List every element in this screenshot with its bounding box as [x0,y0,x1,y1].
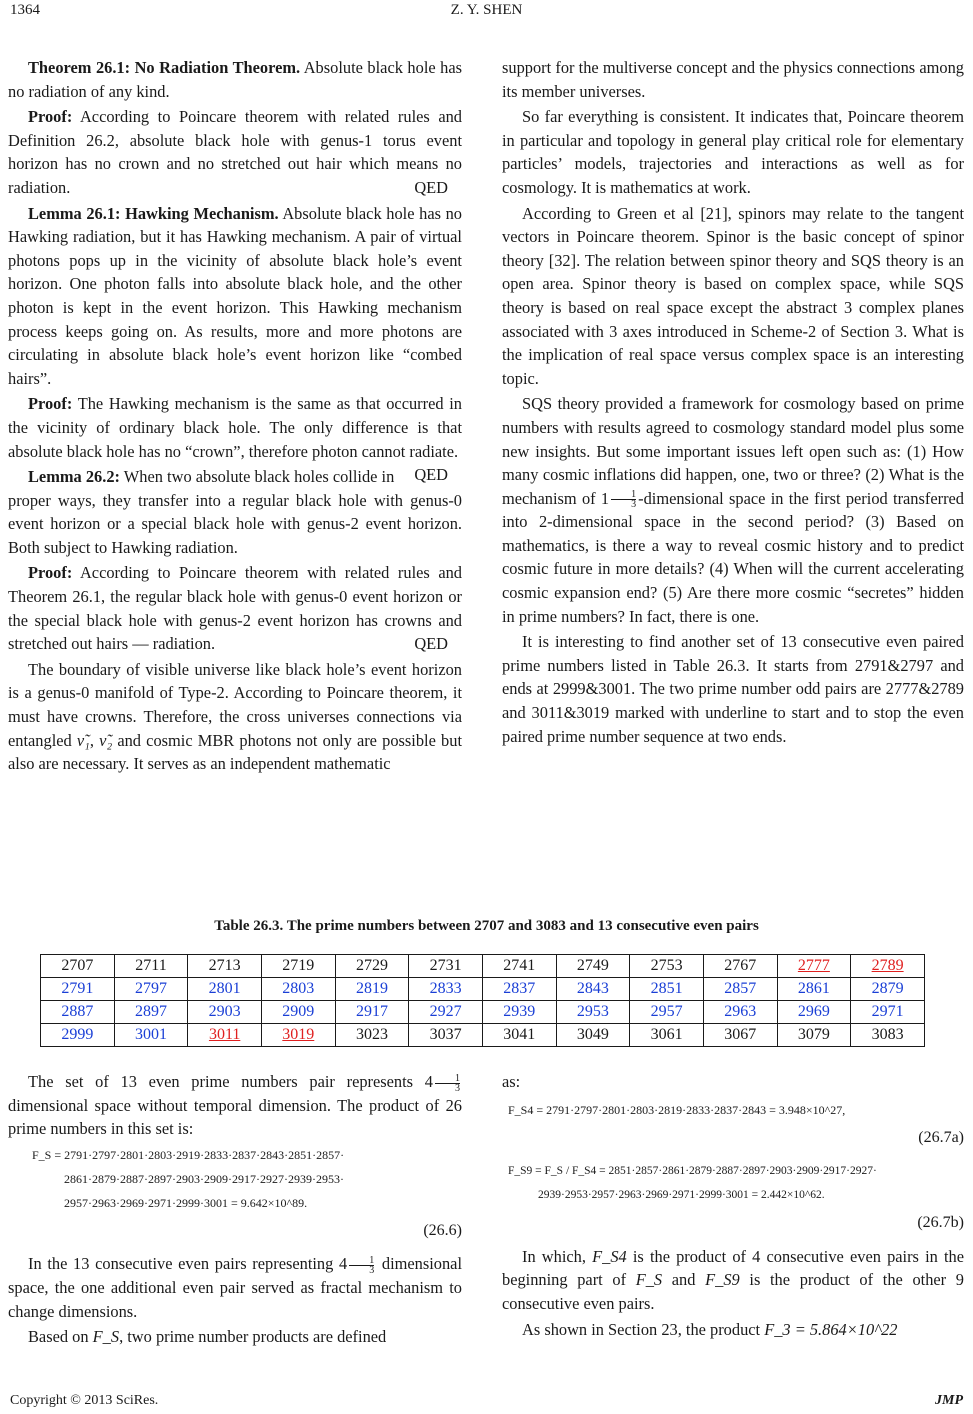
table-cell [556,955,630,978]
table-cell [556,1001,630,1024]
table-cell [630,955,704,978]
prime-value: 3037 [429,1026,462,1043]
table-cell [409,1001,483,1024]
prime-value: 3041 [503,1026,536,1043]
proof-lemma-26-1: Proof: The Hawking mechanism is the same as that occurred in the vicinity of ordinary black hole. The only difference is that absolute black hole has no “crown”, therefore photon cannot radiate. QED [8,392,462,463]
copyright-footer: Copyright © 2013 SciRes. [10,1393,159,1408]
table-cell [261,955,335,978]
table-cell [409,955,483,978]
prime-value: 3023 [355,1026,388,1043]
table-cell [114,978,188,1001]
theorem-26-1: Theorem 26.1: No Radiation Theorem. Absolute black hole has no radiation of any kind. [8,58,463,101]
prime-value: 2767 [724,957,757,974]
prime-value: 2801 [208,980,241,997]
prime-value: 2999 [61,1026,94,1043]
lemma-26-2: Lemma 26.2: When two absolute black holes collide in proper ways, they transfer into a regular black hole with genus-0 event horizon or a special black hole with genus-2 event horizon. Both subject to Hawking radiation. [8,467,462,557]
qed-mark: QED [414,177,448,197]
nu2-symbol: ν̃₂ [99,730,113,750]
table-cell [556,1024,630,1047]
prime-value: 3011 [208,1026,241,1043]
table-cell [556,978,630,1001]
paragraph-as: as: [502,1072,521,1091]
table-cell [851,978,925,1001]
paragraph-based-on: Based on F_S, two prime number products are defined [28,1327,387,1347]
table-cell [777,955,851,978]
prime-value: 2903 [208,1003,241,1020]
table-row [41,1024,925,1047]
mixed-fraction: 4 $\frac{1}{3}$ [424,1072,460,1094]
prime-value: 2777 [797,957,830,974]
prime-value: 2897 [134,1003,167,1020]
table-cell [261,1024,335,1047]
prime-value: 3049 [576,1026,609,1043]
boundary-paragraph: The boundary of visible universe like black hole’s event horizon is a genus-0 manifold of Type-2. According to Poincare theorem, it must have crowns. Therefore, the cross universes connections via entangled ν̃₁, ν̃₂ and cosmic MBR photons not only are possible but also are necessary. It serves as an independent mathematic [8,659,462,774]
prime-value: 2707 [61,957,94,974]
paragraph-section-23: As shown in Section 23, the product F_3 = 5.864×10^22 [522,1319,898,1339]
table-cell [41,978,115,1001]
table-cell [851,955,925,978]
prime-value: 2843 [576,980,609,997]
table-cell [188,1024,262,1047]
paragraph-fractal: In the 13 consecutive even pairs representing 4 $\frac{1}{3}$ dimensional space, the one additional even pair served as fractal mechanism to change dimensions. [8,1254,463,1321]
prime-value: 2861 [797,980,830,997]
right-column-bottom [502,1070,964,1343]
table-cell [261,1001,335,1024]
prime-value: 2797 [134,980,167,997]
table-cell [482,955,556,978]
proof-theorem-26-1: Proof: According to Poincare theorem with related rules and Definition 26.2, absolute black hole with genus-1 torus event horizon has no crown and no stretched out hair which means no radiation. QED [8,105,462,199]
prime-value: 3061 [650,1026,683,1043]
table-cell [703,978,777,1001]
table-cell [703,1024,777,1047]
prime-table [40,954,925,1047]
prime-value: 2887 [61,1003,94,1020]
journal-footer: JMP [935,1393,963,1408]
prime-value: 2749 [576,957,609,974]
equation-26-7a: F_S4 = 2791·2797·2801·2803·2819·2833·2837·2843 = 3.948×10^27, [508,1102,846,1117]
prime-value: 2803 [282,980,315,997]
table-cell [335,978,409,1001]
paragraph-open-issues: SQS theory provided a framework for cosmology based on prime numbers with results agreed to cosmology standard model plus some new insights. But some important issues left open such as: (1) How many cosmic inflations did happen, one, two or three? (2) What is the mechanism of 1 $\frac{1}{3}$ -dimensional space in the first period transferred into 2-dimensional space in the second period? (3) Based on mathematics, is there a way to reveal cosmic history and to predict cosmic future in more details? (4) When will the current accelerating cosmic expansion end? (5) Are there more cosmic “secretes” hidden in prime numbers? In fact, there is one. [502,394,964,626]
equation-26-6: F_S = 2791·2797·2801·2803·2919·2833·2837·2843·2851·2857· 2861·2879·2887·2897·2903·2909·2917·2927·2939·2953· 2957·2963·2969·2971·2999·3001 = 9.642×10^89. [32,1147,345,1210]
mixed-fraction: 4 $\frac{1}{3}$ [339,1254,375,1277]
table-cell [630,1001,704,1024]
prime-value: 2791 [61,980,94,997]
prime-value: 2953 [576,1003,609,1020]
right-column-top [502,56,964,750]
qed-mark: QED [414,634,448,654]
table-cell [188,1001,262,1024]
paragraph-consistency: So far everything is consistent. It indicates that, Poincare theorem in particular and topology in general play critical role for elementary particles’ models, trajectories and interactions as well as for cosmology. It is mathematics at work. [502,107,964,197]
prime-value: 3019 [282,1026,315,1043]
prime-value: 2879 [871,980,904,997]
table-cell [409,1024,483,1047]
paragraph-table-intro: It is interesting to find another set of 13 consecutive even paired prime numbers listed in Table 26.3. It starts from 2791&2797 and ends at 2999&3001. The two prime number odd pairs are 2777&2789 and 3011&3019 marked with underline to start and to stop the even paired prime number sequence at two ends. [502,632,964,746]
prime-value: 2719 [282,957,315,974]
table-cell [703,1001,777,1024]
prime-value: 2971 [871,1003,904,1020]
prime-value: 3083 [871,1026,904,1043]
prime-value: 2963 [724,1003,757,1020]
prime-value: 2939 [503,1003,536,1020]
mixed-fraction: 1 $\frac{1}{3}$ [600,488,637,511]
page-number: 1364 [10,2,40,18]
left-column-bottom [8,1070,462,1351]
table-caption: Table 26.3. The prime numbers between 2707 and 3083 and 13 consecutive even pairs [214,918,759,934]
table-cell [851,1024,925,1047]
prime-value: 2819 [355,980,388,997]
prime-value: 2753 [650,957,683,974]
prime-value: 2909 [282,1003,315,1020]
table-row [41,955,925,978]
prime-value: 3001 [134,1026,167,1043]
table-cell [409,978,483,1001]
table-cell [630,1024,704,1047]
prime-value: 3067 [724,1026,757,1043]
table-cell [261,978,335,1001]
prime-value: 2969 [797,1003,830,1020]
table-cell [335,1024,409,1047]
equation-26-7b: F_S9 = F_S / F_S4 = 2851·2857·2861·2879·2887·2897·2903·2909·2917·2927· 2939·2953·2957·2963·2969·2971·2999·3001 = 2.442×10^62. [508,1165,877,1202]
table-cell [335,1001,409,1024]
prime-value: 2711 [135,957,167,974]
table-cell [851,1001,925,1024]
paragraph-in-which: In which, F_S4 is the product of 4 consecutive even pairs in the beginning part of F_S and F_S9 is the product of the other 9 consecutive even pairs. [502,1246,964,1313]
prime-value: 2857 [724,980,757,997]
table-cell [114,955,188,978]
table-cell [777,1024,851,1047]
proof-lemma-26-2: Proof: According to Poincare theorem with related rules and Theorem 26.1, the regular black hole with genus-0 event horizon or the special black hole with genus-2 event horizon has crowns and stretched out hairs — radiation. QED [8,561,462,655]
table-cell [777,978,851,1001]
table-row [41,978,925,1001]
left-column-top [8,56,462,778]
table-cell [335,955,409,978]
paragraph-spinors: According to Green et al [21], spinors may relate to the tangent vectors in Poincare theorem. Spinor is the basic concept of spinor theory [32]. The relation between spinor theory and SQS theory is an open area. Spinor theory is based on complex space, while SQS theory is based on real space except the abstract 3 complex planes associated with 3 axes introduced in Scheme-2 of Section 3. What is the implication of real space versus complex space is an interesting topic. [502,203,964,388]
qed-mark: QED [414,465,448,485]
paragraph-set-of-13: The set of 13 even prime numbers pair represents 4 $\frac{1}{3}$ dimensional space without temporal dimension. The product of 26 prime numbers in this set is: [8,1072,462,1139]
prime-value: 2957 [650,1003,683,1020]
prime-value: 2851 [650,980,683,997]
table-cell [188,955,262,978]
prime-value: 2729 [355,957,388,974]
table-cell [482,1001,556,1024]
table-cell [703,955,777,978]
prime-value: 3079 [797,1026,830,1043]
prime-value: 2837 [503,980,536,997]
prime-value: 2713 [208,957,241,974]
prime-value: 2741 [503,957,536,974]
equation-number: (26.7b) [917,1214,964,1232]
prime-value: 2927 [429,1003,462,1020]
table-row [41,1001,925,1024]
table-cell [114,1024,188,1047]
prime-value: 2731 [429,957,462,974]
table-cell [482,1024,556,1047]
prime-value: 2789 [871,957,904,974]
table-cell [41,1001,115,1024]
table-cell [777,1001,851,1024]
equation-number: (26.6) [423,1221,462,1239]
prime-value: 2833 [429,980,462,997]
table-cell [114,1001,188,1024]
prime-value: 2917 [355,1003,388,1020]
table-cell [41,955,115,978]
table-cell [188,978,262,1001]
nu1-symbol: ν̃₁ [76,730,90,750]
equation-number: (26.7a) [918,1128,964,1146]
table-cell [630,978,704,1001]
lemma-26-1: Lemma 26.1: Hawking Mechanism. Absolute black hole has no Hawking radiation, but it has Hawking mechanism. A pair of virtual photons pops up in the vicinity of absolute black hole’s event horizon. One photon falls into absolute black hole, and the other photon is kept in the event horizon. This Hawking mechanism process keeps going on. As results, more and more photons are circulating in absolute black hole’s event horizon like “combed hairs”. [8,203,462,388]
table-cell [482,978,556,1001]
table-cell [41,1024,115,1047]
paragraph-continued: support for the multiverse concept and the physics connections among its member universes. [502,58,964,101]
running-header-author: Z. Y. SHEN [450,2,523,18]
